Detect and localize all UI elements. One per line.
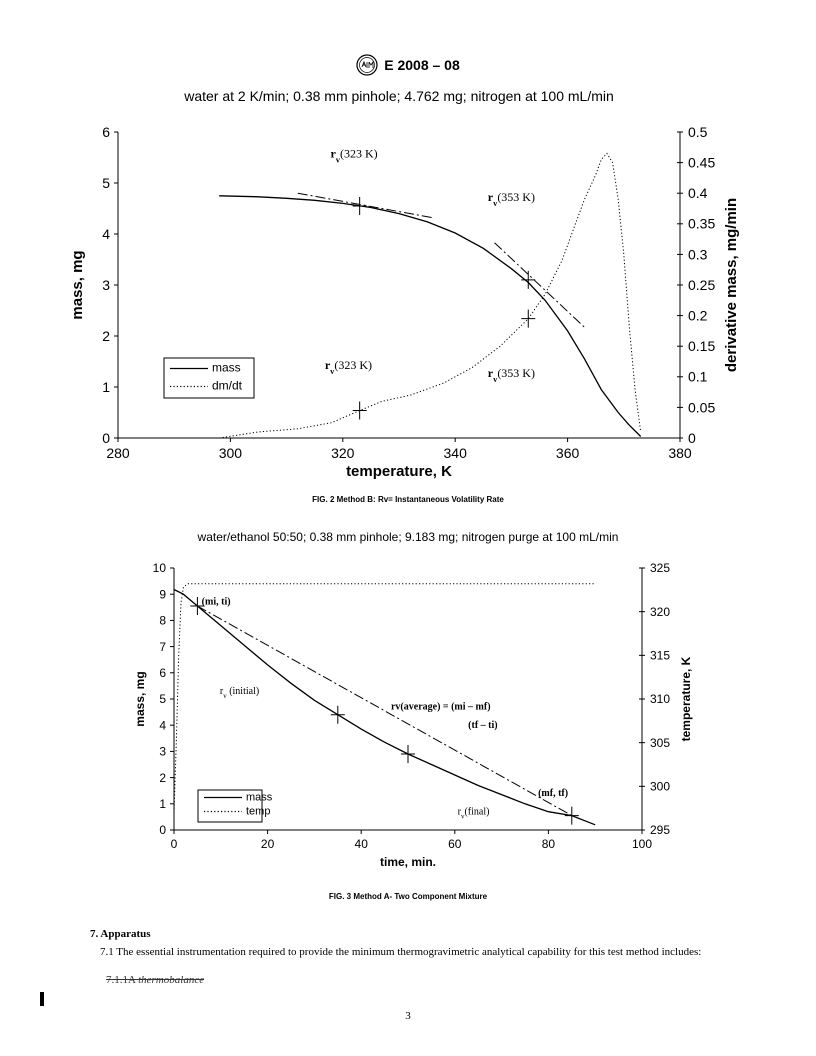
y-tick-label: 4: [102, 225, 110, 242]
x-tick-label: 340: [443, 445, 467, 461]
x-axis-label: temperature, K: [346, 463, 452, 480]
chart-annotation: $r_v(353$ K): [487, 189, 535, 208]
y2-tick-label: 300: [650, 779, 671, 794]
chart-annotation: $r_v(final)$: [457, 806, 490, 821]
chart-annotation: (tf – ti): [468, 719, 498, 731]
y2-axis-label: temperature, K: [679, 656, 693, 742]
chart-title: water at 2 K/min; 0.38 mm pinhole; 4.762 mg; nitrogen at 100 mL/min: [184, 88, 614, 104]
chart-annotation: (mi, ti): [201, 596, 231, 608]
y2-tick-label: 305: [650, 735, 671, 750]
x-tick-label: 80: [541, 837, 556, 851]
chart-annotation: $r_v(353$ K): [487, 365, 535, 384]
y2-tick-label: 0.5: [688, 123, 708, 140]
change-bar: [40, 992, 44, 1006]
y-axis-label: mass, mg: [133, 671, 147, 727]
x-tick-label: 360: [555, 445, 580, 461]
figure-2-chart: [0, 80, 816, 510]
figure-2-caption: FIG. 2 Method B: Rv= Instantaneous Volatility Rate: [312, 495, 504, 504]
x-axis-label: time, min.: [379, 855, 437, 869]
x-tick-label: 60: [448, 837, 462, 851]
y2-tick-label: 0.05: [688, 399, 716, 416]
y2-tick-label: 0.25: [688, 276, 716, 293]
legend-label: mass: [212, 360, 241, 375]
chart-annotation: rv(average) = (mi – mf): [390, 701, 491, 713]
document-header: [0, 54, 816, 79]
y-tick-label: 6: [102, 123, 110, 140]
struck-term: thermobalance: [138, 974, 205, 986]
y2-tick-label: 0.15: [688, 338, 716, 355]
y2-tick-label: 0.3: [688, 246, 708, 263]
legend-label: temp: [246, 805, 271, 818]
figure-3-chart: [0, 525, 816, 890]
y-tick-label: 5: [102, 174, 110, 191]
legend-label: dm/dt: [212, 378, 243, 393]
figure-3-caption: FIG. 3 Method A- Two Component Mixture: [328, 892, 488, 901]
y-tick-label: 1: [159, 797, 166, 811]
y2-tick-label: 0.45: [688, 154, 716, 171]
chart-annotation: $r_v$ (initial): [219, 685, 260, 700]
y-tick-label: 2: [159, 770, 166, 785]
y-tick-label: 7: [159, 639, 166, 654]
legend-label: mass: [246, 791, 273, 804]
y2-tick-label: 0.1: [688, 368, 708, 385]
data-marker-cross: [353, 197, 367, 215]
struck-text: [106, 974, 756, 986]
y-tick-label: 5: [159, 692, 166, 707]
series-line-tangent-353: [495, 243, 585, 328]
x-tick-label: 300: [218, 445, 243, 461]
y2-tick-label: 295: [650, 823, 671, 838]
y2-tick-label: 0.35: [688, 215, 716, 232]
series-line-average-line: [197, 606, 571, 816]
designation: E 2008 – 08: [384, 57, 460, 73]
y2-tick-label: 0.2: [688, 307, 708, 324]
y2-tick-label: 310: [650, 692, 671, 707]
chart-annotation: $r_v(323$ K): [330, 146, 378, 164]
y2-tick-label: 325: [650, 561, 671, 576]
series-line-mass: [219, 196, 641, 437]
y-tick-label: 1: [102, 378, 110, 395]
y-tick-label: 8: [159, 613, 166, 628]
series-line-temp: [174, 584, 595, 813]
y2-tick-label: 315: [650, 648, 671, 663]
y-tick-label: 0: [159, 823, 166, 838]
y-tick-label: 0: [102, 429, 110, 446]
chart-annotation: $r_v(323$ K): [324, 358, 373, 376]
y2-tick-label: 0.4: [688, 185, 708, 202]
y-tick-label: 3: [102, 276, 110, 293]
y2-axis-label: derivative mass, mg/min: [723, 197, 740, 373]
chart-annotation: (mf, tf): [538, 787, 569, 799]
struck-prefix: 7.1.1A: [106, 974, 139, 986]
y-axis-label: mass, mg: [69, 250, 86, 320]
x-tick-label: 280: [106, 445, 130, 461]
section-paragraph: 7.1 The essential instrumentation required to provide the minimum thermogravimetric analytical capability for this test method includes:: [100, 946, 702, 958]
y-tick-label: 3: [159, 744, 166, 759]
y-tick-label: 6: [159, 666, 166, 680]
data-marker-cross: [331, 706, 345, 724]
y-tick-label: 4: [159, 718, 166, 733]
data-marker-cross: [521, 271, 535, 289]
y-tick-label: 10: [152, 561, 166, 576]
x-tick-label: 40: [354, 837, 368, 851]
data-marker-cross: [353, 401, 367, 419]
y2-tick-label: 320: [650, 604, 671, 619]
data-marker-cross: [565, 807, 579, 825]
x-tick-label: 100: [631, 837, 653, 851]
page-number: 3: [405, 1010, 411, 1022]
x-tick-label: 380: [668, 445, 692, 461]
x-tick-label: 0: [170, 837, 178, 851]
x-tick-label: 20: [260, 837, 275, 851]
astm-logo-icon: [356, 54, 378, 76]
y-tick-label: 9: [159, 587, 166, 602]
y2-tick-label: 0: [688, 429, 696, 446]
chart-title: water/ethanol 50:50; 0.38 mm pinhole; 9.183 mg; nitrogen purge at 100 mL/min: [197, 530, 619, 544]
series-line-dm/dt: [219, 153, 641, 438]
x-tick-label: 320: [331, 445, 355, 461]
section-heading: 7. Apparatus: [90, 928, 151, 940]
data-marker-cross: [401, 745, 415, 763]
y-tick-label: 2: [102, 327, 110, 344]
